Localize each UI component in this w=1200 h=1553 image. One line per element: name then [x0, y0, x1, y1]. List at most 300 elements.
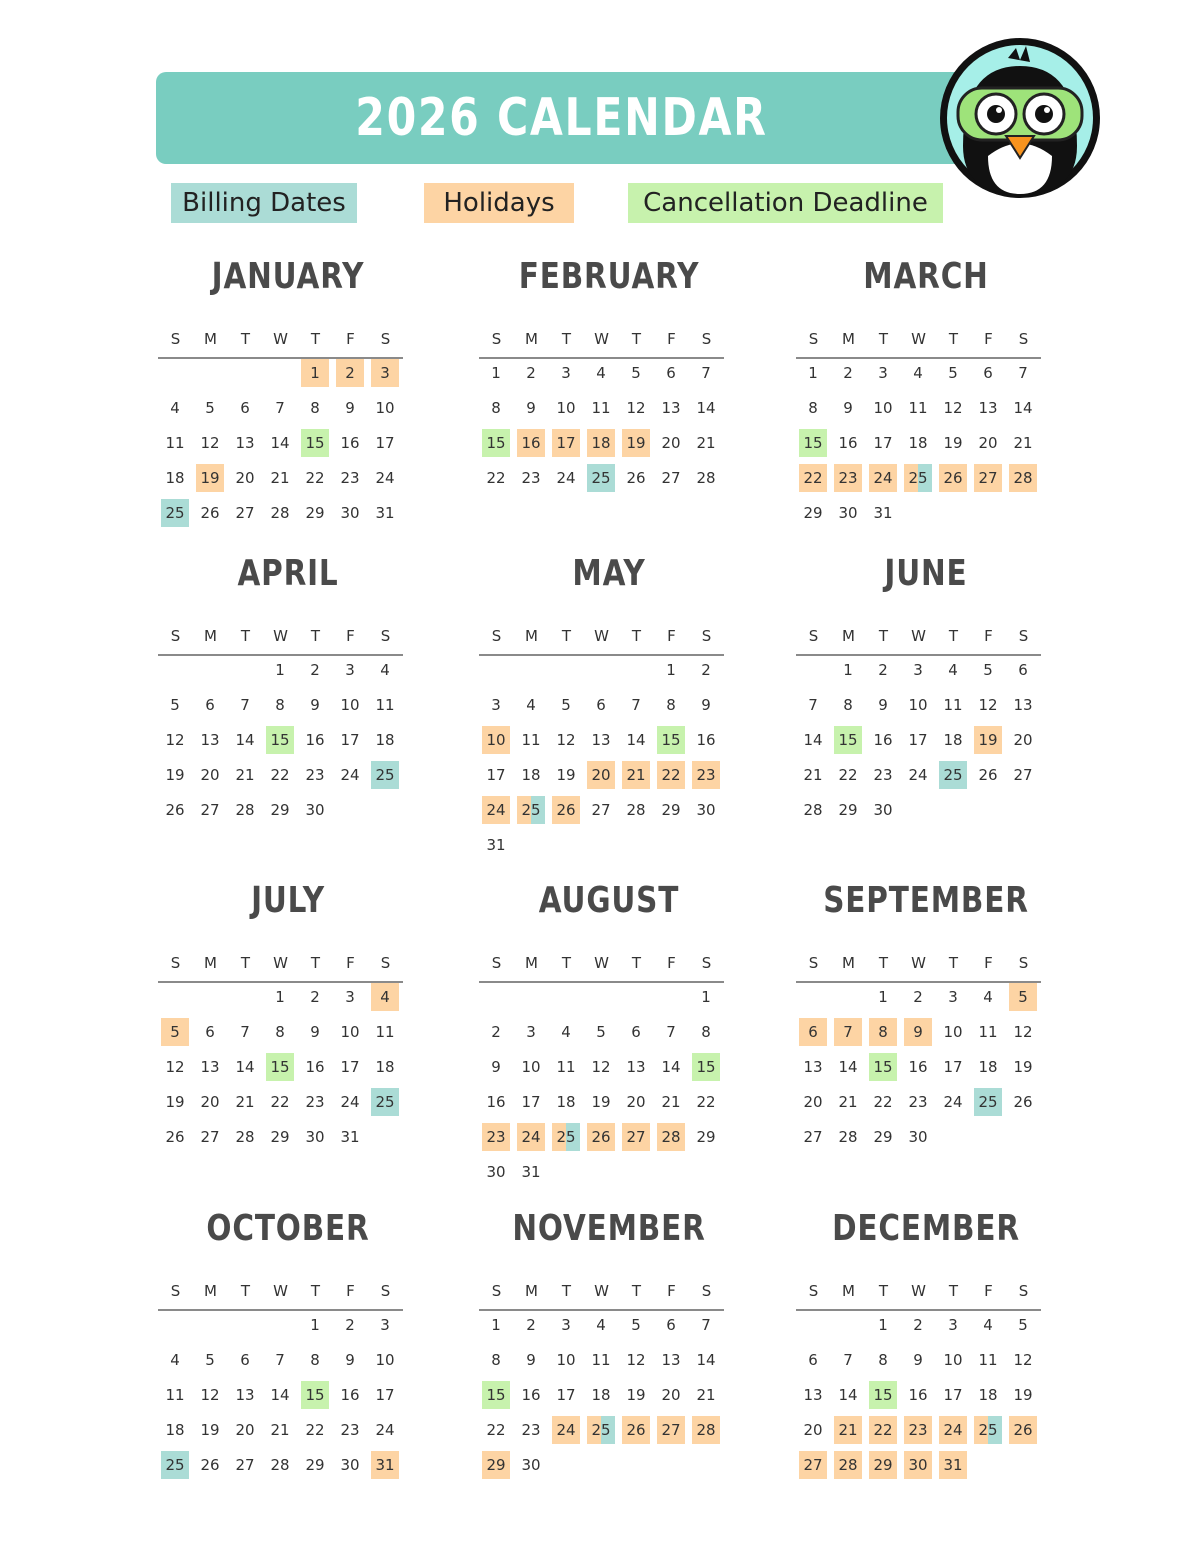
- calendar-day: 13: [661, 1351, 681, 1369]
- calendar-day: 17: [908, 731, 928, 749]
- weekday-label: T: [948, 627, 959, 645]
- calendar-day: 19: [556, 766, 576, 784]
- calendar-day: 23: [908, 1093, 928, 1111]
- calendar-day: 7: [843, 1351, 853, 1369]
- calendar-day: 2: [913, 988, 923, 1006]
- calendar-day: 7: [275, 399, 285, 417]
- calendar-day: 14: [838, 1058, 858, 1076]
- calendar-holiday-day: 21: [834, 1416, 862, 1444]
- weekday-label: S: [808, 627, 819, 645]
- calendar-day: 10: [943, 1023, 963, 1041]
- calendar-day: 8: [491, 1351, 501, 1369]
- calendar-holiday-day: 19: [622, 429, 650, 457]
- calendar-day: 19: [1013, 1386, 1033, 1404]
- calendar-holiday-billing-day: 25: [517, 796, 545, 824]
- calendar-cancellation-day: 15: [869, 1053, 897, 1081]
- calendar-day: 1: [878, 988, 888, 1006]
- calendar-holiday-day: 22: [869, 1416, 897, 1444]
- calendar-day: 5: [1018, 1316, 1028, 1334]
- calendar-day: 2: [491, 1023, 501, 1041]
- calendar-day: 23: [305, 766, 325, 784]
- weekday-label: T: [561, 627, 572, 645]
- calendar-day: 29: [305, 1456, 325, 1474]
- calendar-day: 30: [873, 801, 893, 819]
- calendar-holiday-day: 28: [692, 1416, 720, 1444]
- calendar-day: 19: [943, 434, 963, 452]
- month-title: OCTOBER: [206, 1208, 370, 1249]
- calendar-day: 14: [235, 731, 255, 749]
- calendar-day: 1: [491, 364, 501, 382]
- calendar-day: 5: [948, 364, 958, 382]
- month-title: NOVEMBER: [512, 1208, 706, 1249]
- calendar-day: 19: [1013, 1058, 1033, 1076]
- weekday-label: S: [380, 627, 391, 645]
- weekday-label: T: [561, 1282, 572, 1300]
- calendar-day: 20: [235, 469, 255, 487]
- calendar-day: 9: [913, 1351, 923, 1369]
- weekday-label: M: [842, 627, 855, 645]
- calendar-day: 11: [978, 1023, 998, 1041]
- calendar-day: 20: [200, 1093, 220, 1111]
- calendar-holiday-day: 10: [482, 726, 510, 754]
- calendar-day: 2: [310, 988, 320, 1006]
- calendar-day: 8: [310, 1351, 320, 1369]
- calendar-day: 19: [165, 766, 185, 784]
- calendar-day: 14: [838, 1386, 858, 1404]
- calendar-holiday-day: 26: [622, 1416, 650, 1444]
- calendar-day: 13: [235, 1386, 255, 1404]
- calendar-day: 7: [666, 1023, 676, 1041]
- calendar-day: 18: [978, 1058, 998, 1076]
- calendar-day: 27: [235, 1456, 255, 1474]
- calendar-day: 8: [843, 696, 853, 714]
- calendar-day: 7: [1018, 364, 1028, 382]
- calendar-day: 7: [631, 696, 641, 714]
- weekday-label: W: [594, 330, 609, 348]
- calendar-holiday-day: 7: [834, 1018, 862, 1046]
- calendar-day: 3: [345, 661, 355, 679]
- calendar-day: 29: [661, 801, 681, 819]
- calendar-day: 16: [340, 434, 360, 452]
- calendar-day: 9: [878, 696, 888, 714]
- calendar-holiday-day: 18: [587, 429, 615, 457]
- calendar-day: 13: [803, 1386, 823, 1404]
- calendar-day: 7: [808, 696, 818, 714]
- weekday-label: M: [525, 330, 538, 348]
- calendar-day: 6: [205, 696, 215, 714]
- weekday-label: T: [878, 1282, 889, 1300]
- calendar-day: 9: [345, 399, 355, 417]
- calendar-holiday-day: 3: [371, 359, 399, 387]
- calendar-day: 26: [978, 766, 998, 784]
- weekday-label: S: [1018, 954, 1029, 972]
- weekday-label: S: [491, 627, 502, 645]
- calendar-day: 18: [375, 1058, 395, 1076]
- calendar-holiday-day: 22: [799, 464, 827, 492]
- calendar-day: 3: [380, 1316, 390, 1334]
- weekday-label: M: [204, 330, 217, 348]
- weekday-label: T: [631, 954, 642, 972]
- calendar-day: 14: [270, 1386, 290, 1404]
- calendar-day: 11: [591, 1351, 611, 1369]
- calendar-day: 17: [943, 1386, 963, 1404]
- weekday-label: T: [240, 1282, 251, 1300]
- calendar-holiday-day: 1: [301, 359, 329, 387]
- calendar-day: 23: [521, 469, 541, 487]
- calendar-day: 16: [340, 1386, 360, 1404]
- calendar-day: 4: [948, 661, 958, 679]
- calendar-holiday-day: 23: [482, 1123, 510, 1151]
- calendar-day: 28: [626, 801, 646, 819]
- weekday-label: W: [911, 627, 926, 645]
- calendar-cancellation-day: 15: [834, 726, 862, 754]
- calendar-day: 13: [803, 1058, 823, 1076]
- calendar-day: 6: [666, 1316, 676, 1334]
- calendar-day: 28: [838, 1128, 858, 1146]
- weekday-label: T: [561, 954, 572, 972]
- calendar-day: 31: [873, 504, 893, 522]
- calendar-day: 22: [486, 1421, 506, 1439]
- calendar-billing-day: 25: [974, 1088, 1002, 1116]
- weekday-label: T: [240, 954, 251, 972]
- weekday-label: F: [984, 330, 993, 348]
- calendar-holiday-day: 19: [974, 726, 1002, 754]
- calendar-day: 24: [340, 1093, 360, 1111]
- calendar-day: 11: [591, 399, 611, 417]
- calendar-day: 5: [170, 696, 180, 714]
- calendar-day: 3: [561, 364, 571, 382]
- calendar-day: 14: [626, 731, 646, 749]
- weekday-label: S: [808, 330, 819, 348]
- calendar-holiday-day: 16: [517, 429, 545, 457]
- calendar-day: 18: [943, 731, 963, 749]
- weekday-label: T: [878, 330, 889, 348]
- calendar-holiday-billing-day: 25: [904, 464, 932, 492]
- calendar-day: 23: [340, 1421, 360, 1439]
- month-title: MAY: [572, 553, 646, 594]
- calendar-day: 21: [838, 1093, 858, 1111]
- calendar-day: 27: [235, 504, 255, 522]
- calendar-day: 16: [873, 731, 893, 749]
- calendar-day: 17: [873, 434, 893, 452]
- calendar-holiday-day: 23: [834, 464, 862, 492]
- calendar-holiday-billing-day: 25: [974, 1416, 1002, 1444]
- calendar-day: 14: [270, 434, 290, 452]
- weekday-label: T: [878, 627, 889, 645]
- calendar-holiday-day: 24: [552, 1416, 580, 1444]
- calendar-holiday-billing-day: 25: [587, 1416, 615, 1444]
- calendar-day: 31: [521, 1163, 541, 1181]
- calendar-day: 24: [375, 1421, 395, 1439]
- weekday-label: W: [594, 954, 609, 972]
- calendar-day: 22: [838, 766, 858, 784]
- weekday-label: W: [594, 627, 609, 645]
- calendar-day: 20: [803, 1421, 823, 1439]
- calendar-day: 18: [556, 1093, 576, 1111]
- weekday-label: S: [808, 954, 819, 972]
- weekday-label: M: [842, 954, 855, 972]
- weekday-label: M: [525, 627, 538, 645]
- calendar-day: 13: [661, 399, 681, 417]
- calendar-day: 12: [165, 731, 185, 749]
- title-banner: [156, 72, 996, 164]
- legend-cancellation-deadline: Cancellation Deadline: [628, 183, 943, 223]
- calendar-day: 16: [305, 731, 325, 749]
- weekday-label: M: [525, 1282, 538, 1300]
- weekday-label: T: [631, 627, 642, 645]
- calendar-holiday-day: 21: [622, 761, 650, 789]
- penguin-mascot-icon: [938, 36, 1102, 200]
- calendar-day: 22: [270, 766, 290, 784]
- header-divider: [158, 357, 403, 359]
- calendar-day: 11: [375, 696, 395, 714]
- calendar-day: 30: [340, 504, 360, 522]
- legend-billing-dates: Billing Dates: [171, 183, 357, 223]
- calendar-day: 4: [170, 1351, 180, 1369]
- calendar-day: 30: [340, 1456, 360, 1474]
- calendar-cancellation-day: 15: [657, 726, 685, 754]
- calendar-day: 22: [270, 1093, 290, 1111]
- calendar-holiday-day: 4: [371, 983, 399, 1011]
- weekday-label: M: [204, 1282, 217, 1300]
- calendar-day: 7: [701, 1316, 711, 1334]
- weekday-label: S: [808, 1282, 819, 1300]
- calendar-day: 29: [838, 801, 858, 819]
- calendar-day: 17: [556, 1386, 576, 1404]
- month-title: DECEMBER: [832, 1208, 1020, 1249]
- calendar-billing-day: 25: [161, 1451, 189, 1479]
- calendar-day: 13: [626, 1058, 646, 1076]
- calendar-day: 11: [521, 731, 541, 749]
- header-divider: [479, 981, 724, 983]
- calendar-cancellation-day: 15: [482, 429, 510, 457]
- calendar-day: 18: [165, 1421, 185, 1439]
- calendar-day: 22: [305, 469, 325, 487]
- weekday-label: S: [491, 954, 502, 972]
- calendar-day: 27: [661, 469, 681, 487]
- weekday-label: S: [170, 627, 181, 645]
- weekday-label: T: [631, 1282, 642, 1300]
- weekday-label: F: [667, 330, 676, 348]
- calendar-day: 8: [701, 1023, 711, 1041]
- calendar-holiday-day: 17: [552, 429, 580, 457]
- calendar-day: 8: [275, 696, 285, 714]
- weekday-label: T: [240, 330, 251, 348]
- calendar-day: 8: [878, 1351, 888, 1369]
- calendar-day: 4: [596, 1316, 606, 1334]
- calendar-day: 12: [200, 434, 220, 452]
- month-title: SEPTEMBER: [823, 880, 1029, 921]
- calendar-day: 8: [491, 399, 501, 417]
- calendar-day: 1: [310, 1316, 320, 1334]
- calendar-holiday-day: 27: [657, 1416, 685, 1444]
- calendar-holiday-day: 24: [869, 464, 897, 492]
- month-title: JULY: [251, 880, 325, 921]
- calendar-day: 14: [235, 1058, 255, 1076]
- calendar-day: 27: [200, 1128, 220, 1146]
- calendar-day: 6: [240, 1351, 250, 1369]
- calendar-day: 18: [591, 1386, 611, 1404]
- calendar-day: 13: [1013, 696, 1033, 714]
- calendar-day: 24: [375, 469, 395, 487]
- calendar-day: 29: [270, 1128, 290, 1146]
- calendar-day: 21: [661, 1093, 681, 1111]
- calendar-day: 14: [696, 399, 716, 417]
- weekday-label: W: [594, 1282, 609, 1300]
- calendar-day: 17: [340, 731, 360, 749]
- calendar-day: 22: [696, 1093, 716, 1111]
- calendar-holiday-day: 6: [799, 1018, 827, 1046]
- calendar-day: 1: [878, 1316, 888, 1334]
- calendar-day: 6: [808, 1351, 818, 1369]
- weekday-label: W: [273, 1282, 288, 1300]
- calendar-day: 21: [235, 1093, 255, 1111]
- weekday-label: T: [561, 330, 572, 348]
- calendar-day: 10: [340, 696, 360, 714]
- weekday-label: T: [948, 330, 959, 348]
- calendar-day: 6: [631, 1023, 641, 1041]
- calendar-billing-day: 25: [371, 761, 399, 789]
- calendar-holiday-day: 27: [799, 1451, 827, 1479]
- weekday-label: W: [911, 330, 926, 348]
- calendar-holiday-day: 5: [161, 1018, 189, 1046]
- calendar-day: 20: [1013, 731, 1033, 749]
- calendar-day: 6: [240, 399, 250, 417]
- calendar-day: 28: [270, 504, 290, 522]
- calendar-day: 26: [200, 504, 220, 522]
- calendar-day: 29: [873, 1128, 893, 1146]
- calendar-day: 16: [696, 731, 716, 749]
- calendar-day: 9: [526, 399, 536, 417]
- weekday-label: T: [631, 330, 642, 348]
- calendar-day: 20: [803, 1093, 823, 1111]
- calendar-day: 11: [375, 1023, 395, 1041]
- calendar-day: 17: [375, 434, 395, 452]
- calendar-day: 6: [666, 364, 676, 382]
- calendar-day: 30: [838, 504, 858, 522]
- calendar-day: 5: [561, 696, 571, 714]
- calendar-day: 9: [843, 399, 853, 417]
- calendar-day: 21: [270, 469, 290, 487]
- calendar-day: 11: [978, 1351, 998, 1369]
- calendar-day: 1: [701, 988, 711, 1006]
- calendar-day: 29: [696, 1128, 716, 1146]
- weekday-label: S: [1018, 1282, 1029, 1300]
- calendar-day: 3: [913, 661, 923, 679]
- calendar-day: 2: [701, 661, 711, 679]
- weekday-label: S: [380, 1282, 391, 1300]
- calendar-day: 21: [803, 766, 823, 784]
- calendar-cancellation-day: 15: [266, 1053, 294, 1081]
- weekday-label: F: [346, 1282, 355, 1300]
- calendar-day: 20: [661, 1386, 681, 1404]
- calendar-day: 11: [908, 399, 928, 417]
- calendar-holiday-day: 2: [336, 359, 364, 387]
- calendar-day: 31: [486, 836, 506, 854]
- calendar-cancellation-day: 15: [266, 726, 294, 754]
- calendar-day: 8: [310, 399, 320, 417]
- weekday-label: M: [204, 627, 217, 645]
- calendar-holiday-day: 31: [371, 1451, 399, 1479]
- calendar-day: 20: [626, 1093, 646, 1111]
- calendar-cancellation-day: 15: [482, 1381, 510, 1409]
- calendar-day: 9: [701, 696, 711, 714]
- calendar-day: 9: [310, 696, 320, 714]
- calendar-holiday-day: 26: [1009, 1416, 1037, 1444]
- calendar-day: 1: [275, 661, 285, 679]
- calendar-day: 27: [200, 801, 220, 819]
- calendar-day: 6: [1018, 661, 1028, 679]
- calendar-day: 2: [878, 661, 888, 679]
- weekday-label: S: [701, 1282, 712, 1300]
- weekday-label: T: [240, 627, 251, 645]
- calendar-day: 23: [305, 1093, 325, 1111]
- calendar-day: 17: [943, 1058, 963, 1076]
- weekday-label: F: [984, 627, 993, 645]
- calendar-day: 7: [240, 1023, 250, 1041]
- calendar-day: 5: [631, 364, 641, 382]
- calendar-day: 11: [165, 434, 185, 452]
- calendar-day: 31: [340, 1128, 360, 1146]
- month-title: APRIL: [237, 553, 339, 594]
- weekday-label: F: [346, 330, 355, 348]
- calendar-day: 4: [983, 1316, 993, 1334]
- calendar-day: 18: [978, 1386, 998, 1404]
- weekday-label: S: [170, 330, 181, 348]
- calendar-day: 1: [843, 661, 853, 679]
- calendar-day: 28: [696, 469, 716, 487]
- calendar-day: 1: [275, 988, 285, 1006]
- calendar-day: 29: [270, 801, 290, 819]
- calendar-holiday-day: 5: [1009, 983, 1037, 1011]
- calendar-day: 31: [375, 504, 395, 522]
- calendar-day: 17: [486, 766, 506, 784]
- calendar-holiday-day: 24: [482, 796, 510, 824]
- calendar-day: 12: [591, 1058, 611, 1076]
- calendar-day: 3: [345, 988, 355, 1006]
- calendar-day: 13: [200, 731, 220, 749]
- calendar-holiday-day: 28: [834, 1451, 862, 1479]
- weekday-label: T: [948, 1282, 959, 1300]
- calendar-day: 4: [561, 1023, 571, 1041]
- calendar-cancellation-day: 15: [301, 1381, 329, 1409]
- calendar-billing-day: 25: [371, 1088, 399, 1116]
- calendar-day: 5: [205, 1351, 215, 1369]
- calendar-holiday-day: 29: [869, 1451, 897, 1479]
- weekday-label: S: [170, 954, 181, 972]
- weekday-label: W: [273, 330, 288, 348]
- calendar-day: 22: [305, 1421, 325, 1439]
- calendar-day: 10: [375, 1351, 395, 1369]
- weekday-label: S: [491, 1282, 502, 1300]
- calendar-day: 1: [808, 364, 818, 382]
- calendar-cancellation-day: 15: [301, 429, 329, 457]
- calendar-day: 2: [345, 1316, 355, 1334]
- calendar-day: 12: [1013, 1023, 1033, 1041]
- calendar-day: 27: [803, 1128, 823, 1146]
- calendar-holiday-day: 8: [869, 1018, 897, 1046]
- weekday-label: S: [701, 954, 712, 972]
- calendar-day: 21: [270, 1421, 290, 1439]
- calendar-day: 30: [305, 801, 325, 819]
- weekday-label: M: [525, 954, 538, 972]
- calendar-day: 11: [165, 1386, 185, 1404]
- calendar-day: 28: [803, 801, 823, 819]
- calendar-day: 28: [235, 801, 255, 819]
- calendar-day: 19: [165, 1093, 185, 1111]
- calendar-holiday-day: 28: [657, 1123, 685, 1151]
- calendar-day: 3: [526, 1023, 536, 1041]
